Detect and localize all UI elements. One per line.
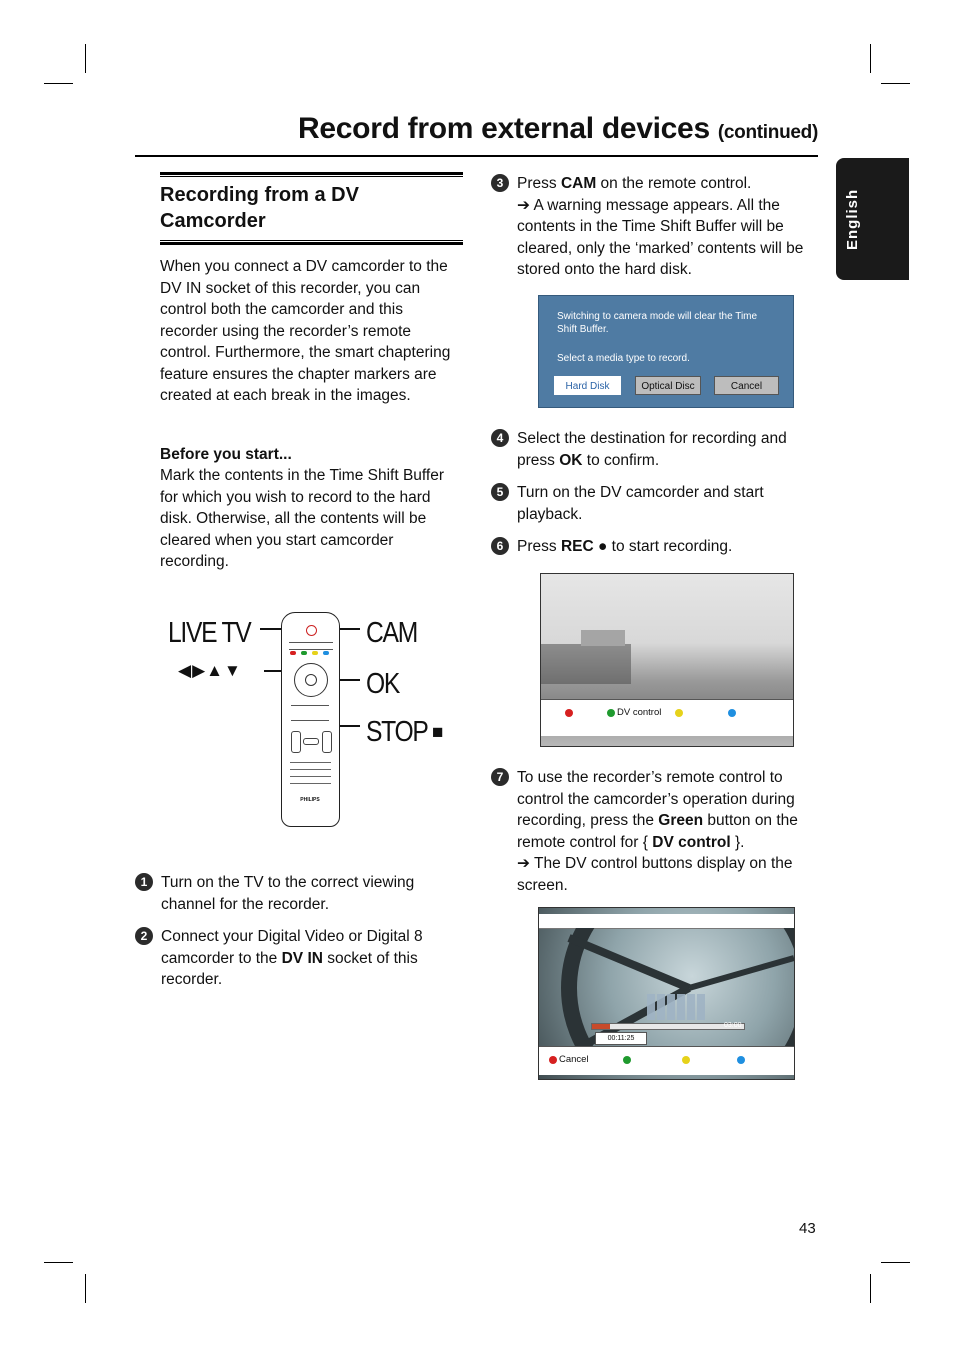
clock-face-graphic: [539, 928, 794, 1048]
step-1: [135, 872, 455, 915]
step-text: Turn on the TV to the correct viewing channel for the recorder.: [161, 874, 415, 913]
step-bold: Green: [658, 812, 704, 829]
step-result: The DV control buttons display on the screen.: [517, 855, 793, 894]
time-display: 00:11:25: [595, 1032, 647, 1045]
cancel-button[interactable]: Cancel: [714, 376, 779, 395]
remote-control-illustration: [281, 612, 340, 827]
section-rule-top: [160, 172, 463, 177]
crop-mark: [85, 1274, 86, 1303]
camcorder-screen-image: [540, 573, 794, 747]
step-number: 6: [491, 537, 509, 555]
step-bold: OK: [559, 451, 583, 469]
dv-control-screen-image: [538, 907, 795, 1080]
live-tv-label: LIVE TV: [168, 617, 251, 649]
green-key[interactable]: [607, 704, 661, 722]
step-4: [491, 428, 811, 471]
dv-control-label: DV control: [617, 707, 662, 719]
crop-mark: [870, 44, 871, 73]
section-rule-bottom: [160, 240, 463, 245]
step-number: 2: [135, 927, 153, 945]
dialog-prompt: Select a media type to record.: [557, 353, 690, 364]
optical-disc-button[interactable]: Optical Disc: [635, 376, 701, 395]
step-bold: DV IN: [281, 949, 323, 967]
hard-disk-button[interactable]: Hard Disk: [554, 376, 621, 395]
arrow-keys-label: ◀▶▲▼: [178, 661, 242, 680]
yellow-dot-icon: [675, 709, 683, 717]
page-title-continued: (continued): [717, 122, 818, 143]
step-text: socket of this recorder.: [161, 949, 418, 988]
before-heading: Before you start...: [160, 446, 292, 463]
page-title: [135, 112, 818, 146]
step-6: [491, 536, 811, 558]
step-text: Press: [517, 175, 561, 192]
step-bold: CAM: [560, 175, 597, 192]
dv-control-buttons-icon[interactable]: [647, 994, 707, 1020]
crop-mark: [870, 1274, 871, 1303]
step-bold: DV control: [652, 833, 731, 851]
step-number: 3: [491, 174, 509, 192]
yellow-key[interactable]: [675, 704, 683, 722]
section-heading: Recording from a DV Camcorder: [160, 184, 359, 232]
step-text: Connect your Digital Video or Digital 8 camcorder to the: [161, 928, 423, 967]
transport-keys-icon: [291, 705, 329, 721]
red-key-icon: [290, 651, 296, 655]
top-info-bar: [539, 914, 794, 929]
stop-symbol: ■: [432, 722, 444, 743]
crop-mark: [881, 83, 910, 84]
step-7: [491, 767, 821, 896]
blue-dot-icon: [737, 1056, 745, 1064]
record-dot-icon: ●: [597, 538, 608, 555]
red-key[interactable]: [565, 704, 573, 722]
color-key-bar: [541, 699, 793, 736]
yellow-key-icon: [312, 651, 318, 655]
language-tab-label: English: [844, 188, 861, 250]
step-text: Select the destination for recording and press: [517, 430, 787, 469]
number-keypad-icon: [290, 759, 331, 789]
step-5: [491, 482, 811, 525]
ok-key-icon: [305, 674, 317, 686]
cam-label: CAM: [366, 617, 417, 649]
progress-bar: [591, 1023, 745, 1030]
result-arrow-icon: ➔: [517, 855, 530, 872]
step-result: A warning message appears. All the contents in the Time Shift Buffer will be cleared, only the ‘marked’ contents will be stored onto the hard disk.: [517, 196, 804, 278]
end-time: 03:00: [724, 1022, 742, 1029]
red-dot-icon: [565, 709, 573, 717]
before-text: Mark the contents in the Time Shift Buffer for which you wish to record to the hard disk. Otherwise, all the contents will be cleared when you start camcorder recording.: [160, 467, 445, 570]
step-text: to start recording.: [607, 538, 733, 555]
color-key-bar: [539, 1046, 794, 1075]
step-number: 4: [491, 429, 509, 447]
ok-label: OK: [366, 668, 400, 700]
page-title-text: Record from external devices: [298, 112, 710, 145]
step-text: button on the remote control for {: [517, 812, 798, 851]
warning-dialog: [538, 295, 794, 408]
blue-key[interactable]: [737, 1051, 745, 1069]
step-text: Press: [517, 538, 561, 555]
step-number: 5: [491, 483, 509, 501]
green-dot-icon: [623, 1056, 631, 1064]
channel-key-icon: [322, 731, 332, 753]
cancel-label: Cancel: [559, 1054, 589, 1066]
intro-paragraph: When you connect a DV camcorder to the DV IN socket of this recorder, you can control both the camcorder and this recorder using the recorder’s remote control. Furthermore, the smart chaptering feature ensures the chapter markers are created at each break in the images.: [160, 258, 451, 404]
title-rule: [135, 155, 818, 157]
remote-brand: PHILIPS: [300, 797, 320, 803]
building-shape: [541, 644, 631, 684]
yellow-key[interactable]: [682, 1051, 690, 1069]
red-key[interactable]: [549, 1051, 589, 1069]
power-button-icon: [306, 625, 317, 636]
roof-shape: [581, 630, 625, 646]
blue-dot-icon: [728, 709, 736, 717]
step-text: }.: [730, 833, 745, 851]
red-dot-icon: [549, 1056, 557, 1064]
volume-key-icon: [291, 731, 301, 753]
dialog-message: Switching to camera mode will clear the Time Shift Buffer.: [557, 311, 758, 335]
crop-mark: [881, 1262, 910, 1263]
language-tab: [836, 158, 909, 280]
crop-mark: [44, 1262, 73, 1263]
page-number: 43: [799, 1220, 816, 1237]
blue-key-icon: [323, 651, 329, 655]
step-text: to confirm.: [582, 451, 660, 469]
result-arrow-icon: ➔: [517, 196, 530, 214]
step-number: 7: [491, 768, 509, 786]
blue-key[interactable]: [728, 704, 736, 722]
green-key-icon: [301, 651, 307, 655]
step-number: 1: [135, 873, 153, 891]
yellow-dot-icon: [682, 1056, 690, 1064]
step-text: Turn on the DV camcorder and start playback.: [517, 484, 764, 523]
green-dot-icon: [607, 709, 615, 717]
step-bold: REC: [560, 538, 594, 555]
button-row-icon: [289, 642, 333, 650]
stop-label: STOP: [366, 716, 428, 748]
green-key[interactable]: [623, 1051, 631, 1069]
step-2: [135, 926, 455, 991]
crop-mark: [85, 44, 86, 73]
step-text: To use the recorder’s remote control to control the camcorder’s operation during recording, press the: [517, 769, 795, 829]
mute-key-icon: [303, 738, 319, 745]
step-text: on the remote control.: [596, 175, 752, 192]
step-3: [491, 173, 811, 281]
progress-fill: [592, 1024, 610, 1029]
crop-mark: [44, 83, 73, 84]
